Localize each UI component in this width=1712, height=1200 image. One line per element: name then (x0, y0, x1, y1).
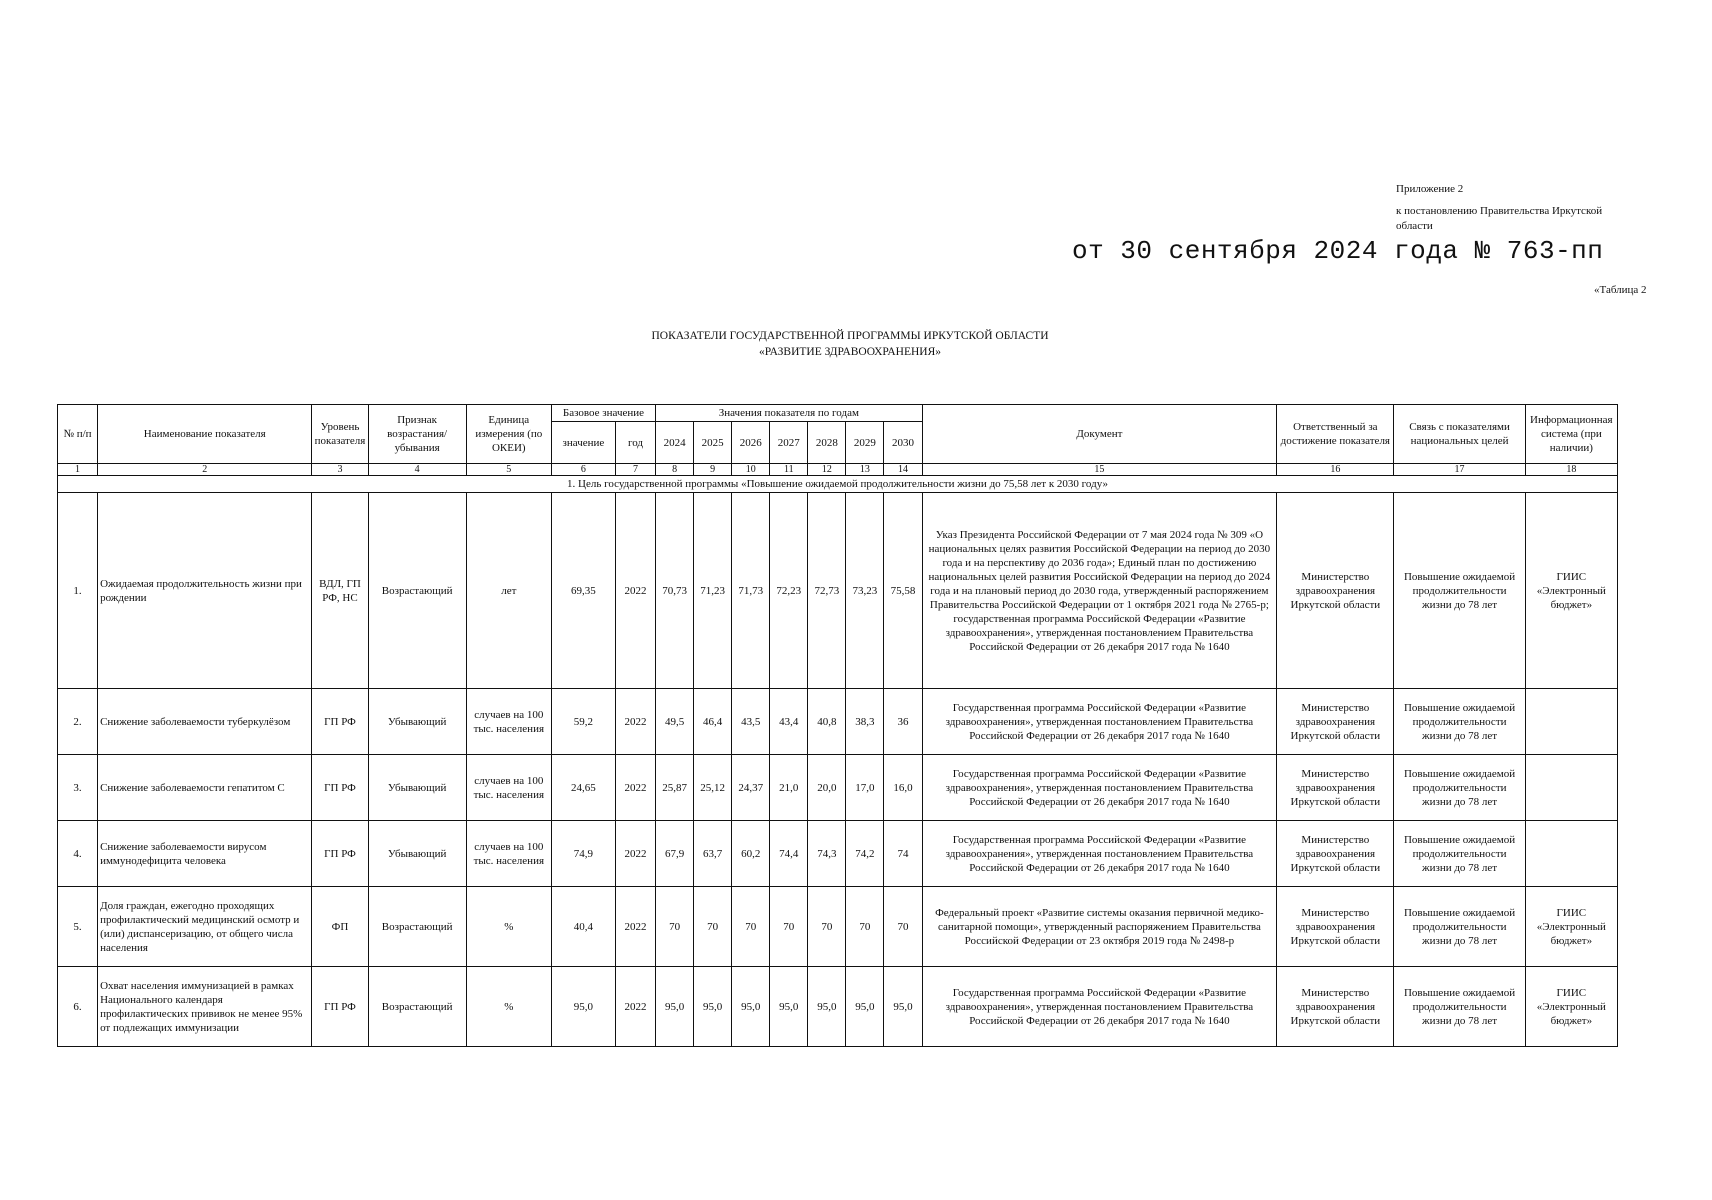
year-value: 95,0 (694, 967, 732, 1047)
year-value: 74,2 (846, 821, 884, 887)
document-ref: Государственная программа Российской Федерации «Развитие здравоохранения», утвержденная постановлением Правительства Российской Федерации от 26 декабря 2017 года № 1640 (922, 821, 1277, 887)
decree-number: от 30 сентября 2024 года № 763-пп (1072, 236, 1604, 266)
indicator-unit: лет (466, 493, 551, 689)
base-value: 40,4 (551, 887, 615, 967)
header-unit: Единица измерения (по ОКЕИ) (466, 405, 551, 464)
indicator-sign: Убывающий (368, 821, 466, 887)
year-value: 70 (846, 887, 884, 967)
column-number: 12 (808, 464, 846, 476)
year-value: 74,4 (770, 821, 808, 887)
base-value: 74,9 (551, 821, 615, 887)
year-value: 70 (656, 887, 694, 967)
header-level: Уровень показателя (312, 405, 368, 464)
indicator-level: ГП РФ (312, 689, 368, 755)
indicator-unit: случаев на 100 тыс. населения (466, 755, 551, 821)
national-goal-link: Повышение ожидаемой продолжительности жизни до 78 лет (1394, 755, 1525, 821)
info-system (1525, 821, 1617, 887)
column-number: 13 (846, 464, 884, 476)
national-goal-link: Повышение ожидаемой продолжительности жизни до 78 лет (1394, 493, 1525, 689)
year-value: 70 (884, 887, 922, 967)
indicator-sign: Возрастающий (368, 967, 466, 1047)
column-number: 17 (1394, 464, 1525, 476)
header-year: 2028 (808, 422, 846, 464)
indicator-unit: случаев на 100 тыс. населения (466, 821, 551, 887)
indicator-sign: Возрастающий (368, 887, 466, 967)
year-value: 95,0 (732, 967, 770, 1047)
document-ref: Государственная программа Российской Федерации «Развитие здравоохранения», утвержденная постановлением Правительства Российской Федерации от 26 декабря 2017 года № 1640 (922, 689, 1277, 755)
indicator-name: Снижение заболеваемости туберкулёзом (98, 689, 312, 755)
column-number: 5 (466, 464, 551, 476)
responsible-org: Министерство здравоохранения Иркутской области (1277, 967, 1394, 1047)
info-system: ГИИС «Электронный бюджет» (1525, 493, 1617, 689)
year-value: 49,5 (656, 689, 694, 755)
indicator-level: ВДЛ, ГП РФ, НС (312, 493, 368, 689)
year-value: 74,3 (808, 821, 846, 887)
year-value: 70 (694, 887, 732, 967)
table-row (58, 887, 1618, 967)
info-system (1525, 755, 1617, 821)
column-number: 2 (98, 464, 312, 476)
row-number: 4. (58, 821, 98, 887)
base-year: 2022 (615, 967, 655, 1047)
responsible-org: Министерство здравоохранения Иркутской области (1277, 821, 1394, 887)
base-value: 59,2 (551, 689, 615, 755)
info-system: ГИИС «Электронный бюджет» (1525, 967, 1617, 1047)
year-value: 74 (884, 821, 922, 887)
column-number: 3 (312, 464, 368, 476)
header-year: 2025 (694, 422, 732, 464)
header-base-year: год (615, 422, 655, 464)
year-value: 72,23 (770, 493, 808, 689)
national-goal-link: Повышение ожидаемой продолжительности жизни до 78 лет (1394, 821, 1525, 887)
header-document: Документ (922, 405, 1277, 464)
column-number: 4 (368, 464, 466, 476)
indicator-unit: % (466, 887, 551, 967)
document-ref: Государственная программа Российской Федерации «Развитие здравоохранения», утвержденная постановлением Правительства Российской Федерации от 26 декабря 2017 года № 1640 (922, 967, 1277, 1047)
year-value: 70 (808, 887, 846, 967)
national-goal-link: Повышение ожидаемой продолжительности жизни до 78 лет (1394, 967, 1525, 1047)
header-year: 2030 (884, 422, 922, 464)
indicator-name: Снижение заболеваемости вирусом иммунодефицита человека (98, 821, 312, 887)
row-number: 5. (58, 887, 98, 967)
row-number: 3. (58, 755, 98, 821)
year-value: 63,7 (694, 821, 732, 887)
column-number: 11 (770, 464, 808, 476)
row-number: 2. (58, 689, 98, 755)
document-ref: Государственная программа Российской Федерации «Развитие здравоохранения», утвержденная постановлением Правительства Российской Федерации от 26 декабря 2017 года № 1640 (922, 755, 1277, 821)
header-base-value: значение (551, 422, 615, 464)
indicator-sign: Убывающий (368, 689, 466, 755)
header-year: 2027 (770, 422, 808, 464)
base-year: 2022 (615, 689, 655, 755)
year-value: 24,37 (732, 755, 770, 821)
header-responsible: Ответственный за достижение показателя (1277, 405, 1394, 464)
year-value: 75,58 (884, 493, 922, 689)
document-title-line2: «РАЗВИТИЕ ЗДРАВООХРАНЕНИЯ» (758, 346, 942, 358)
column-number: 9 (694, 464, 732, 476)
year-value: 43,5 (732, 689, 770, 755)
year-value: 70 (770, 887, 808, 967)
indicator-name: Снижение заболеваемости гепатитом С (98, 755, 312, 821)
national-goal-link: Повышение ожидаемой продолжительности жизни до 78 лет (1394, 887, 1525, 967)
goal-row: 1. Цель государственной программы «Повышение ожидаемой продолжительности жизни до 75,58 лет к 2030 году» (58, 476, 1618, 493)
indicator-unit: % (466, 967, 551, 1047)
year-value: 71,23 (694, 493, 732, 689)
year-value: 67,9 (656, 821, 694, 887)
year-value: 95,0 (656, 967, 694, 1047)
document-title-line1: ПОКАЗАТЕЛИ ГОСУДАРСТВЕННОЙ ПРОГРАММЫ ИРКУТСКОЙ ОБЛАСТИ (651, 330, 1049, 342)
header-year: 2029 (846, 422, 884, 464)
column-number: 18 (1525, 464, 1617, 476)
indicator-level: ФП (312, 887, 368, 967)
column-number: 7 (615, 464, 655, 476)
year-value: 36 (884, 689, 922, 755)
header-link: Связь с показателями национальных целей (1394, 405, 1525, 464)
header-name: Наименование показателя (98, 405, 312, 464)
info-system (1525, 689, 1617, 755)
table-row (58, 967, 1618, 1047)
year-value: 25,87 (656, 755, 694, 821)
indicator-level: ГП РФ (312, 967, 368, 1047)
year-value: 16,0 (884, 755, 922, 821)
table-row (58, 821, 1618, 887)
year-value: 73,23 (846, 493, 884, 689)
table-reference: «Таблица 2 (1594, 284, 1647, 296)
table-body (58, 493, 1618, 1047)
responsible-org: Министерство здравоохранения Иркутской области (1277, 887, 1394, 967)
year-value: 95,0 (846, 967, 884, 1047)
indicator-unit: случаев на 100 тыс. населения (466, 689, 551, 755)
base-year: 2022 (615, 821, 655, 887)
column-number: 15 (922, 464, 1277, 476)
base-year: 2022 (615, 755, 655, 821)
indicator-level: ГП РФ (312, 821, 368, 887)
base-year: 2022 (615, 493, 655, 689)
table-row (58, 493, 1618, 689)
column-number: 10 (732, 464, 770, 476)
national-goal-link: Повышение ожидаемой продолжительности жизни до 78 лет (1394, 689, 1525, 755)
column-number: 1 (58, 464, 98, 476)
responsible-org: Министерство здравоохранения Иркутской области (1277, 755, 1394, 821)
header-year: 2026 (732, 422, 770, 464)
year-value: 70,73 (656, 493, 694, 689)
year-value: 40,8 (808, 689, 846, 755)
indicator-name: Ожидаемая продолжительность жизни при рождении (98, 493, 312, 689)
appendix-title: Приложение 2 (1396, 183, 1464, 195)
base-value: 69,35 (551, 493, 615, 689)
year-value: 95,0 (770, 967, 808, 1047)
column-number: 8 (656, 464, 694, 476)
table-row (58, 689, 1618, 755)
table-row (58, 755, 1618, 821)
year-value: 60,2 (732, 821, 770, 887)
header-num: № п/п (58, 405, 98, 464)
base-year: 2022 (615, 887, 655, 967)
document-ref: Указ Президента Российской Федерации от 7 мая 2024 года № 309 «О национальных целях развития Российской Федерации на период до 2030 года и на перспективу до 2036 года»; Единый план по достижению национальных целей развития Российской Федерации на период до 2024 года и на плановый период до 2030 года, утвержденный распоряжением Правительства Российской Федерации от 1 октября 2021 года № 2765-р; государственная программа Российской Федерации «Развитие здравоохранения», утвержденная постановлением Правительства Российской Федерации от 26 декабря 2017 года № 1640 (922, 493, 1277, 689)
year-value: 71,73 (732, 493, 770, 689)
year-value: 17,0 (846, 755, 884, 821)
header-year: 2024 (656, 422, 694, 464)
base-value: 95,0 (551, 967, 615, 1047)
indicator-name: Доля граждан, ежегодно проходящих профилактический медицинский осмотр и (или) диспансеризацию, от общего числа населения (98, 887, 312, 967)
year-value: 95,0 (808, 967, 846, 1047)
year-value: 20,0 (808, 755, 846, 821)
year-value: 25,12 (694, 755, 732, 821)
info-system: ГИИС «Электронный бюджет» (1525, 887, 1617, 967)
year-value: 21,0 (770, 755, 808, 821)
row-number: 6. (58, 967, 98, 1047)
indicator-sign: Убывающий (368, 755, 466, 821)
appendix-subtitle: к постановлению Правительства Иркутской области (1396, 205, 1603, 232)
header-info: Информационная система (при наличии) (1525, 405, 1617, 464)
responsible-org: Министерство здравоохранения Иркутской области (1277, 689, 1394, 755)
header-sign: Признак возрастания/ убывания (368, 405, 466, 464)
indicator-level: ГП РФ (312, 755, 368, 821)
year-value: 70 (732, 887, 770, 967)
column-number: 16 (1277, 464, 1394, 476)
indicators-table (57, 404, 1618, 1047)
header-base: Базовое значение (551, 405, 655, 422)
responsible-org: Министерство здравоохранения Иркутской области (1277, 493, 1394, 689)
year-value: 38,3 (846, 689, 884, 755)
indicator-sign: Возрастающий (368, 493, 466, 689)
row-number: 1. (58, 493, 98, 689)
document-ref: Федеральный проект «Развитие системы оказания первичной медико-санитарной помощи», утвержденный распоряжением Правительства Российской Федерации от 23 октября 2019 года № 2498-р (922, 887, 1277, 967)
column-number: 6 (551, 464, 615, 476)
indicator-name: Охват населения иммунизацией в рамках Национального календаря профилактических прививок не менее 95% от подлежащих иммунизации (98, 967, 312, 1047)
year-value: 72,73 (808, 493, 846, 689)
year-value: 46,4 (694, 689, 732, 755)
year-value: 95,0 (884, 967, 922, 1047)
column-number: 14 (884, 464, 922, 476)
year-value: 43,4 (770, 689, 808, 755)
header-years-group: Значения показателя по годам (656, 405, 923, 422)
base-value: 24,65 (551, 755, 615, 821)
